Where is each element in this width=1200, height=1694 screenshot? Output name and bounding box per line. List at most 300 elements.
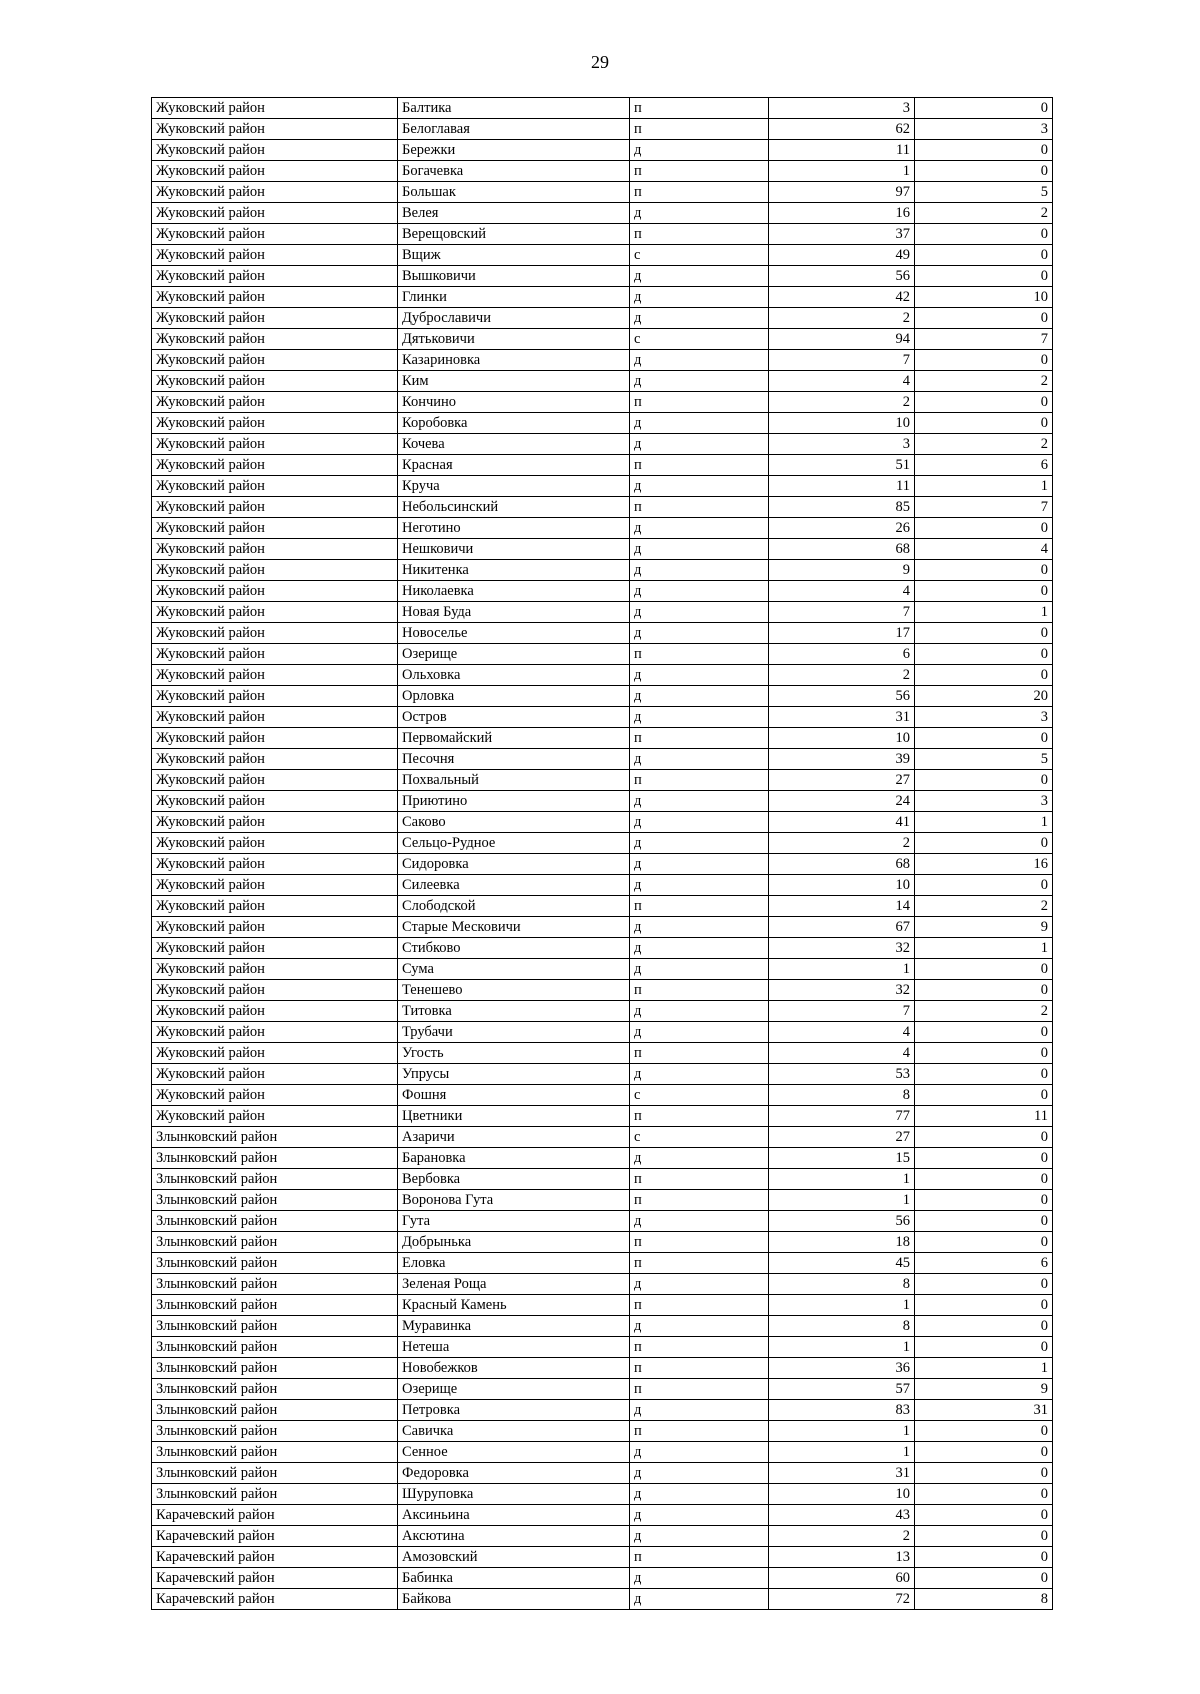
type-cell: д <box>630 602 769 623</box>
settlement-cell: Барановка <box>398 1148 630 1169</box>
count-cell: 0 <box>915 245 1053 266</box>
district-cell: Жуковский район <box>152 896 398 917</box>
settlement-cell: Упрусы <box>398 1064 630 1085</box>
count-cell: 0 <box>915 980 1053 1001</box>
settlement-cell: Саково <box>398 812 630 833</box>
district-cell: Жуковский район <box>152 560 398 581</box>
count-cell: 0 <box>915 959 1053 980</box>
value-cell: 31 <box>769 1463 915 1484</box>
settlement-cell: Аксютина <box>398 1526 630 1547</box>
table-row <box>152 623 1053 644</box>
value-cell: 10 <box>769 728 915 749</box>
value-cell: 97 <box>769 182 915 203</box>
settlement-cell: Большак <box>398 182 630 203</box>
district-cell: Злынковский район <box>152 1295 398 1316</box>
table-row <box>152 98 1053 119</box>
settlement-cell: Остров <box>398 707 630 728</box>
type-cell: п <box>630 1379 769 1400</box>
type-cell: д <box>630 686 769 707</box>
district-cell: Жуковский район <box>152 812 398 833</box>
district-cell: Жуковский район <box>152 1085 398 1106</box>
type-cell: д <box>630 854 769 875</box>
table-row <box>152 917 1053 938</box>
table-row <box>152 707 1053 728</box>
type-cell: д <box>630 308 769 329</box>
count-cell: 0 <box>915 1232 1053 1253</box>
value-cell: 1 <box>769 1337 915 1358</box>
value-cell: 68 <box>769 539 915 560</box>
count-cell: 0 <box>915 875 1053 896</box>
count-cell: 1 <box>915 476 1053 497</box>
value-cell: 2 <box>769 665 915 686</box>
settlement-cell: Глинки <box>398 287 630 308</box>
value-cell: 27 <box>769 1127 915 1148</box>
district-cell: Жуковский район <box>152 476 398 497</box>
count-cell: 20 <box>915 686 1053 707</box>
district-cell: Злынковский район <box>152 1253 398 1274</box>
table-row <box>152 959 1053 980</box>
settlement-cell: Муравинка <box>398 1316 630 1337</box>
type-cell: д <box>630 791 769 812</box>
type-cell: с <box>630 245 769 266</box>
district-cell: Жуковский район <box>152 833 398 854</box>
type-cell: д <box>630 959 769 980</box>
settlement-cell: Богачевка <box>398 161 630 182</box>
table-row <box>152 812 1053 833</box>
table-row <box>152 1127 1053 1148</box>
count-cell: 0 <box>915 1148 1053 1169</box>
table-row <box>152 1253 1053 1274</box>
count-cell: 2 <box>915 1001 1053 1022</box>
table-row <box>152 1568 1053 1589</box>
count-cell: 9 <box>915 917 1053 938</box>
value-cell: 1 <box>769 1169 915 1190</box>
table-row <box>152 1295 1053 1316</box>
value-cell: 4 <box>769 1043 915 1064</box>
table-row <box>152 434 1053 455</box>
district-cell: Жуковский район <box>152 539 398 560</box>
type-cell: п <box>630 1169 769 1190</box>
value-cell: 10 <box>769 875 915 896</box>
district-cell: Злынковский район <box>152 1232 398 1253</box>
value-cell: 26 <box>769 518 915 539</box>
value-cell: 10 <box>769 413 915 434</box>
district-cell: Жуковский район <box>152 791 398 812</box>
type-cell: д <box>630 833 769 854</box>
count-cell: 0 <box>915 770 1053 791</box>
district-cell: Злынковский район <box>152 1400 398 1421</box>
settlement-cell: Небольсинский <box>398 497 630 518</box>
count-cell: 0 <box>915 623 1053 644</box>
table-row <box>152 161 1053 182</box>
settlement-cell: Бабинка <box>398 1568 630 1589</box>
count-cell: 0 <box>915 560 1053 581</box>
table-row <box>152 665 1053 686</box>
district-cell: Злынковский район <box>152 1337 398 1358</box>
table-row <box>152 602 1053 623</box>
district-cell: Жуковский район <box>152 959 398 980</box>
settlement-cell: Кончино <box>398 392 630 413</box>
settlement-cell: Вербовка <box>398 1169 630 1190</box>
table-row <box>152 182 1053 203</box>
count-cell: 10 <box>915 287 1053 308</box>
district-cell: Жуковский район <box>152 287 398 308</box>
district-cell: Злынковский район <box>152 1484 398 1505</box>
value-cell: 11 <box>769 140 915 161</box>
value-cell: 51 <box>769 455 915 476</box>
type-cell: с <box>630 1085 769 1106</box>
type-cell: п <box>630 224 769 245</box>
table-row <box>152 1547 1053 1568</box>
table-row <box>152 287 1053 308</box>
value-cell: 67 <box>769 917 915 938</box>
settlement-cell: Белоглавая <box>398 119 630 140</box>
count-cell: 1 <box>915 938 1053 959</box>
settlement-cell: Вышковичи <box>398 266 630 287</box>
count-cell: 0 <box>915 1127 1053 1148</box>
table-row <box>152 1106 1053 1127</box>
count-cell: 0 <box>915 728 1053 749</box>
table-row <box>152 392 1053 413</box>
value-cell: 68 <box>769 854 915 875</box>
value-cell: 45 <box>769 1253 915 1274</box>
value-cell: 2 <box>769 308 915 329</box>
type-cell: д <box>630 1484 769 1505</box>
table-row <box>152 770 1053 791</box>
count-cell: 16 <box>915 854 1053 875</box>
settlement-cell: Шуруповка <box>398 1484 630 1505</box>
count-cell: 0 <box>915 833 1053 854</box>
settlement-cell: Ольховка <box>398 665 630 686</box>
type-cell: п <box>630 1253 769 1274</box>
value-cell: 94 <box>769 329 915 350</box>
value-cell: 11 <box>769 476 915 497</box>
type-cell: д <box>630 1589 769 1610</box>
count-cell: 0 <box>915 161 1053 182</box>
type-cell: п <box>630 1295 769 1316</box>
count-cell: 7 <box>915 329 1053 350</box>
type-cell: д <box>630 1148 769 1169</box>
table-row <box>152 119 1053 140</box>
type-cell: д <box>630 350 769 371</box>
value-cell: 1 <box>769 1295 915 1316</box>
settlement-cell: Байкова <box>398 1589 630 1610</box>
count-cell: 0 <box>915 266 1053 287</box>
settlement-cell: Кочева <box>398 434 630 455</box>
district-cell: Жуковский район <box>152 917 398 938</box>
settlement-cell: Титовка <box>398 1001 630 1022</box>
district-cell: Злынковский район <box>152 1274 398 1295</box>
table-row <box>152 560 1053 581</box>
table-row <box>152 728 1053 749</box>
settlement-cell: Похвальный <box>398 770 630 791</box>
settlement-cell: Цветники <box>398 1106 630 1127</box>
district-cell: Жуковский район <box>152 434 398 455</box>
settlement-cell: Николаевка <box>398 581 630 602</box>
type-cell: д <box>630 665 769 686</box>
district-cell: Жуковский район <box>152 1106 398 1127</box>
table-row <box>152 875 1053 896</box>
type-cell: д <box>630 917 769 938</box>
table-row <box>152 140 1053 161</box>
district-cell: Жуковский район <box>152 245 398 266</box>
district-cell: Карачевский район <box>152 1589 398 1610</box>
table-row <box>152 854 1053 875</box>
district-cell: Жуковский район <box>152 1043 398 1064</box>
type-cell: д <box>630 1400 769 1421</box>
type-cell: д <box>630 266 769 287</box>
table-row <box>152 1001 1053 1022</box>
type-cell: д <box>630 203 769 224</box>
settlement-cell: Коробовка <box>398 413 630 434</box>
district-cell: Жуковский район <box>152 749 398 770</box>
settlement-cell: Федоровка <box>398 1463 630 1484</box>
district-cell: Злынковский район <box>152 1463 398 1484</box>
value-cell: 3 <box>769 434 915 455</box>
table-row <box>152 1379 1053 1400</box>
type-cell: д <box>630 938 769 959</box>
type-cell: д <box>630 1316 769 1337</box>
value-cell: 1 <box>769 1442 915 1463</box>
type-cell: д <box>630 1001 769 1022</box>
count-cell: 5 <box>915 749 1053 770</box>
table-row <box>152 350 1053 371</box>
table-row <box>152 1505 1053 1526</box>
type-cell: п <box>630 497 769 518</box>
settlement-cell: Озерище <box>398 644 630 665</box>
settlement-cell: Сидоровка <box>398 854 630 875</box>
table-row <box>152 686 1053 707</box>
type-cell: п <box>630 896 769 917</box>
count-cell: 0 <box>915 140 1053 161</box>
settlement-cell: Озерище <box>398 1379 630 1400</box>
table-row <box>152 245 1053 266</box>
settlement-cell: Велея <box>398 203 630 224</box>
type-cell: п <box>630 980 769 1001</box>
settlement-cell: Ким <box>398 371 630 392</box>
value-cell: 39 <box>769 749 915 770</box>
table-row <box>152 833 1053 854</box>
district-cell: Жуковский район <box>152 602 398 623</box>
value-cell: 8 <box>769 1274 915 1295</box>
value-cell: 2 <box>769 1526 915 1547</box>
count-cell: 0 <box>915 1421 1053 1442</box>
type-cell: п <box>630 770 769 791</box>
district-cell: Карачевский район <box>152 1526 398 1547</box>
count-cell: 0 <box>915 1526 1053 1547</box>
settlement-cell: Угость <box>398 1043 630 1064</box>
type-cell: п <box>630 1106 769 1127</box>
table-row <box>152 1190 1053 1211</box>
settlement-cell: Дуброславичи <box>398 308 630 329</box>
settlement-cell: Красная <box>398 455 630 476</box>
district-cell: Жуковский район <box>152 770 398 791</box>
count-cell: 0 <box>915 224 1053 245</box>
district-cell: Злынковский район <box>152 1421 398 1442</box>
table-row <box>152 980 1053 1001</box>
district-cell: Жуковский район <box>152 980 398 1001</box>
district-cell: Жуковский район <box>152 98 398 119</box>
value-cell: 15 <box>769 1148 915 1169</box>
settlement-cell: Добрынька <box>398 1232 630 1253</box>
table-row <box>152 938 1053 959</box>
settlement-cell: Нетеша <box>398 1337 630 1358</box>
count-cell: 0 <box>915 308 1053 329</box>
table-row <box>152 413 1053 434</box>
count-cell: 3 <box>915 791 1053 812</box>
count-cell: 0 <box>915 392 1053 413</box>
value-cell: 6 <box>769 644 915 665</box>
value-cell: 4 <box>769 1022 915 1043</box>
type-cell: д <box>630 413 769 434</box>
count-cell: 1 <box>915 1358 1053 1379</box>
district-cell: Жуковский район <box>152 224 398 245</box>
count-cell: 0 <box>915 1442 1053 1463</box>
district-cell: Жуковский район <box>152 665 398 686</box>
value-cell: 14 <box>769 896 915 917</box>
district-cell: Жуковский район <box>152 413 398 434</box>
type-cell: д <box>630 623 769 644</box>
table-row <box>152 644 1053 665</box>
type-cell: д <box>630 476 769 497</box>
settlement-cell: Новая Буда <box>398 602 630 623</box>
district-cell: Жуковский район <box>152 644 398 665</box>
count-cell: 0 <box>915 1274 1053 1295</box>
district-cell: Жуковский район <box>152 308 398 329</box>
type-cell: д <box>630 371 769 392</box>
count-cell: 0 <box>915 1463 1053 1484</box>
count-cell: 2 <box>915 371 1053 392</box>
value-cell: 17 <box>769 623 915 644</box>
type-cell: п <box>630 119 769 140</box>
table-row <box>152 1463 1053 1484</box>
district-cell: Жуковский район <box>152 707 398 728</box>
value-cell: 56 <box>769 266 915 287</box>
count-cell: 0 <box>915 1022 1053 1043</box>
table-row <box>152 1316 1053 1337</box>
count-cell: 3 <box>915 119 1053 140</box>
value-cell: 1 <box>769 1190 915 1211</box>
type-cell: д <box>630 1022 769 1043</box>
settlement-cell: Гута <box>398 1211 630 1232</box>
count-cell: 6 <box>915 1253 1053 1274</box>
district-cell: Жуковский район <box>152 854 398 875</box>
district-cell: Жуковский район <box>152 938 398 959</box>
district-cell: Злынковский район <box>152 1211 398 1232</box>
settlement-cell: Верещовский <box>398 224 630 245</box>
settlement-cell: Никитенка <box>398 560 630 581</box>
settlement-cell: Вщиж <box>398 245 630 266</box>
type-cell: п <box>630 161 769 182</box>
count-cell: 6 <box>915 455 1053 476</box>
settlement-cell: Песочня <box>398 749 630 770</box>
district-cell: Злынковский район <box>152 1358 398 1379</box>
value-cell: 31 <box>769 707 915 728</box>
type-cell: д <box>630 1505 769 1526</box>
count-cell: 0 <box>915 1295 1053 1316</box>
settlement-cell: Балтика <box>398 98 630 119</box>
district-cell: Злынковский район <box>152 1442 398 1463</box>
settlement-cell: Амозовский <box>398 1547 630 1568</box>
district-cell: Жуковский район <box>152 497 398 518</box>
value-cell: 7 <box>769 350 915 371</box>
value-cell: 9 <box>769 560 915 581</box>
type-cell: п <box>630 1190 769 1211</box>
type-cell: д <box>630 581 769 602</box>
district-cell: Жуковский район <box>152 1022 398 1043</box>
table-row <box>152 329 1053 350</box>
settlement-cell: Старые Месковичи <box>398 917 630 938</box>
count-cell: 0 <box>915 581 1053 602</box>
value-cell: 56 <box>769 1211 915 1232</box>
type-cell: д <box>630 140 769 161</box>
settlement-cell: Приютино <box>398 791 630 812</box>
value-cell: 43 <box>769 1505 915 1526</box>
count-cell: 7 <box>915 497 1053 518</box>
count-cell: 5 <box>915 182 1053 203</box>
count-cell: 0 <box>915 1316 1053 1337</box>
value-cell: 8 <box>769 1316 915 1337</box>
value-cell: 24 <box>769 791 915 812</box>
page-number: 29 <box>591 52 609 72</box>
table-row <box>152 749 1053 770</box>
settlement-cell: Дятьковичи <box>398 329 630 350</box>
type-cell: д <box>630 707 769 728</box>
type-cell: д <box>630 539 769 560</box>
type-cell: с <box>630 329 769 350</box>
table-row <box>152 1337 1053 1358</box>
district-cell: Жуковский район <box>152 875 398 896</box>
value-cell: 1 <box>769 161 915 182</box>
value-cell: 13 <box>769 1547 915 1568</box>
value-cell: 7 <box>769 1001 915 1022</box>
type-cell: д <box>630 1064 769 1085</box>
type-cell: п <box>630 1421 769 1442</box>
table-row <box>152 224 1053 245</box>
district-cell: Жуковский район <box>152 119 398 140</box>
district-cell: Жуковский район <box>152 581 398 602</box>
count-cell: 0 <box>915 1547 1053 1568</box>
type-cell: д <box>630 1274 769 1295</box>
value-cell: 36 <box>769 1358 915 1379</box>
value-cell: 37 <box>769 224 915 245</box>
type-cell: д <box>630 560 769 581</box>
settlement-cell: Круча <box>398 476 630 497</box>
table-row <box>152 371 1053 392</box>
value-cell: 7 <box>769 602 915 623</box>
value-cell: 3 <box>769 98 915 119</box>
settlement-cell: Тенешево <box>398 980 630 1001</box>
district-cell: Карачевский район <box>152 1568 398 1589</box>
settlement-cell: Петровка <box>398 1400 630 1421</box>
count-cell: 0 <box>915 1505 1053 1526</box>
table-row <box>152 1169 1053 1190</box>
type-cell: п <box>630 728 769 749</box>
settlement-cell: Красный Камень <box>398 1295 630 1316</box>
table-row <box>152 896 1053 917</box>
settlement-cell: Сенное <box>398 1442 630 1463</box>
settlement-cell: Еловка <box>398 1253 630 1274</box>
district-cell: Жуковский район <box>152 518 398 539</box>
count-cell: 1 <box>915 812 1053 833</box>
value-cell: 49 <box>769 245 915 266</box>
count-cell: 0 <box>915 1484 1053 1505</box>
count-cell: 0 <box>915 98 1053 119</box>
value-cell: 60 <box>769 1568 915 1589</box>
value-cell: 56 <box>769 686 915 707</box>
settlement-cell: Нешковичи <box>398 539 630 560</box>
value-cell: 8 <box>769 1085 915 1106</box>
